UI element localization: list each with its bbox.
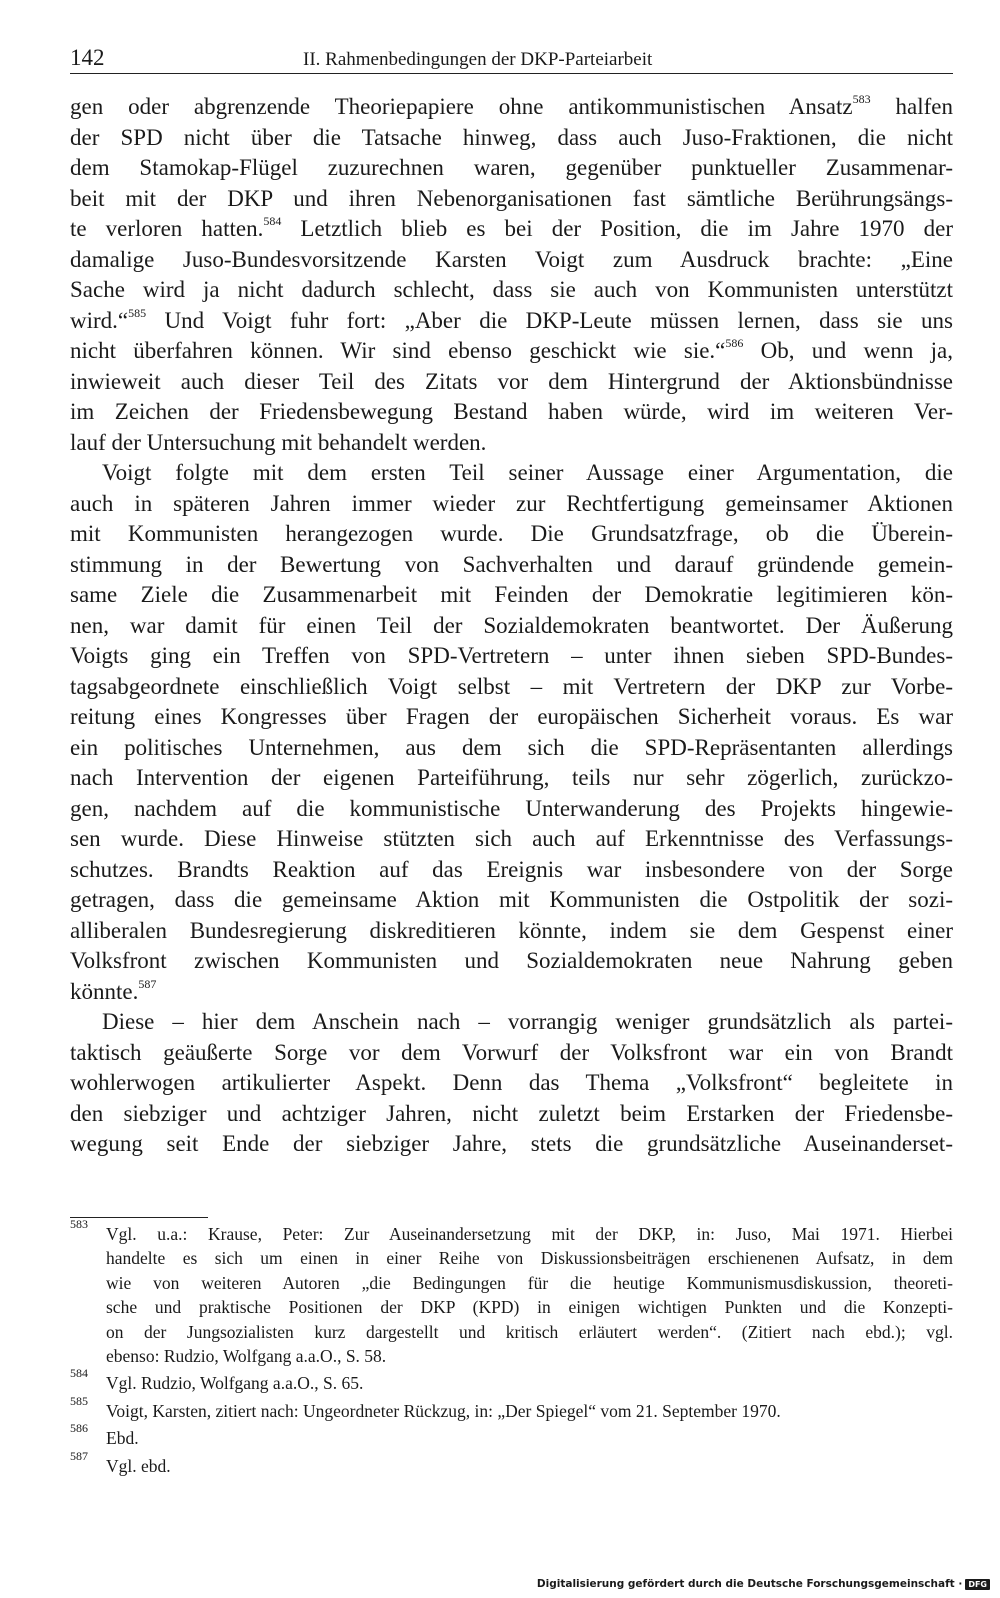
body-line [70, 824, 953, 855]
footnote-text: ebenso: Rudzio, Wolfgang a.a.O., S. 58. [106, 1345, 387, 1366]
line-text: nen, war damit für einen Teil der Sozialdemokraten beantwortet. Der Äußerung [70, 612, 953, 638]
body-line [70, 519, 953, 550]
line-text: sen wurde. Diese Hinweise stützten sich auch auf Erkenntnisse des Verfassungs- [70, 826, 953, 851]
line-text: taktisch geäußerte Sorge vor dem Vorwurf der Volksfront war ein von Brandt [70, 1039, 953, 1065]
footnote-text: sche und praktische Positionen der DKP (KPD) in einigen wichtigen Punkten und die Konzepti- [106, 1297, 953, 1318]
footnote-number: 585 [70, 1393, 88, 1408]
footnote-line [70, 1271, 953, 1295]
body-line [70, 458, 953, 489]
body-line [70, 275, 953, 306]
line-text: schutzes. Brandts Reaktion auf das Ereignis war insbesondere von der Sorge [70, 856, 953, 882]
line-text: lauf der Untersuchung mit behandelt werden. [70, 429, 487, 455]
footer [537, 1578, 990, 1590]
line-text: Und Voigt fuhr fort: „Aber die DKP-Leute müssen lernen, dass sie uns [146, 307, 953, 333]
line-text: Ob, und wenn ja, [743, 338, 953, 363]
line-text: reitung eines Kongresses über Fragen der europäischen Sicherheit voraus. Es war [70, 704, 953, 729]
line-text: te verloren hatten. [70, 216, 264, 241]
body-line [70, 1007, 953, 1038]
footnote-text: Ebd. [106, 1428, 139, 1449]
footnote-line [70, 1295, 953, 1319]
header-rule [70, 73, 953, 74]
body-text [70, 92, 953, 1160]
body-line [70, 123, 953, 154]
line-text: dem Stamokap-Flügel zuzurechnen waren, gegenüber punktueller Zusammenar- [70, 155, 953, 180]
line-text: beit mit der DKP und ihren Nebenorganisationen fast sämtliche Berührungsängs- [70, 185, 953, 211]
footnote-rule [70, 1217, 208, 1218]
line-text: Letztlich blieb es bei der Position, die im Jahre 1970 der [281, 216, 954, 241]
line-text: Voigt folgte mit dem ersten Teil seiner Aussage einer Argumentation, die [102, 460, 953, 485]
line-text: nach Intervention der eigenen Parteiführung, teils nur sehr zögerlich, zurückzo- [70, 765, 953, 790]
footnote-ref: 584 [263, 214, 282, 228]
line-text: wird.“ [70, 307, 129, 333]
footnote-ref: 583 [852, 92, 871, 106]
footnote-line [70, 1393, 953, 1423]
body-line [70, 214, 953, 245]
line-text: ein politisches Unternehmen, aus dem sich die SPD-Repräsentanten allerdings [70, 734, 953, 760]
line-text: Diese – hier dem Anschein nach – vorrangig weniger grundsätzlich als partei- [102, 1009, 953, 1034]
footnote-ref: 585 [128, 305, 147, 320]
footnote-text: handelte es sich um einen in einer Reihe von Diskussionsbeiträgen erschienenen Aufsatz, in dem [106, 1248, 953, 1269]
body-line [70, 1068, 953, 1099]
footnote-number: 587 [70, 1448, 88, 1463]
line-text: auch in späteren Jahren immer wieder zur Rechtfertigung gemeinsamer Aktionen [70, 490, 953, 516]
line-text: gen oder abgrenzende Theoriepapiere ohne antikommunistischen Ansatz [70, 94, 853, 119]
footnote-number: 584 [70, 1366, 88, 1381]
footnote-line [70, 1217, 953, 1246]
line-text: alliberalen Bundesregierung diskreditieren könnte, indem sie dem Gespenst einer [70, 917, 953, 943]
footnote-number: 586 [70, 1421, 88, 1436]
line-text: halfen [870, 94, 953, 119]
body-line [70, 1129, 953, 1160]
footnote-ref: 586 [725, 336, 744, 350]
line-text: wohlerwogen artikulierter Aspekt. Denn das Thema „Volksfront“ begleitete in [70, 1070, 953, 1095]
line-text: im Zeichen der Friedensbewegung Bestand haben würde, wird im weiteren Ver- [70, 399, 953, 424]
body-line [70, 580, 953, 611]
body-line [70, 763, 953, 794]
footnote-line [70, 1246, 953, 1270]
footnote-line [70, 1320, 953, 1344]
footnote-text: Vgl. ebd. [106, 1455, 171, 1476]
footnote-line [70, 1421, 953, 1450]
line-text: Sache wird ja nicht dadurch schlecht, dass sie auch von Kommunisten unterstützt [70, 277, 953, 302]
body-line [70, 336, 953, 367]
running-title: II. Rahmenbedingungen der DKP-Parteiarbeit [303, 49, 653, 70]
body-line [70, 153, 953, 184]
footnote-number: 583 [70, 1217, 88, 1231]
line-text: stimmung in der Bewertung von Sachverhalten und darauf gründende gemein- [70, 551, 953, 577]
body-line [70, 702, 953, 733]
footnote-text: wie von weiteren Autoren „die Bedingungen für die heutige Kommunismusdiskussion, theoreti- [106, 1272, 953, 1293]
body-line [70, 245, 953, 276]
body-line [70, 916, 953, 947]
body-line [70, 306, 953, 337]
footnotes [70, 1217, 953, 1478]
body-line [70, 672, 953, 703]
body-line [70, 855, 953, 886]
body-line [70, 733, 953, 764]
line-text: inwieweit auch dieser Teil des Zitats vor dem Hintergrund der Aktionsbündnisse [70, 368, 953, 394]
line-text: gen, nachdem auf die kommunistische Unterwanderung des Projekts hingewie- [70, 795, 953, 821]
line-text: der SPD nicht über die Tatsache hinweg, dass auch Juso-Fraktionen, die nicht [70, 124, 953, 150]
line-text: damalige Juso-Bundesvorsitzende Karsten Voigt zum Ausdruck brachte: „Eine [70, 246, 953, 272]
footnote-line [70, 1366, 953, 1395]
body-line [70, 489, 953, 520]
footnote-line [70, 1448, 953, 1478]
line-text: wegung seit Ende der siebziger Jahre, stets die grundsätzliche Auseinanderset- [70, 1131, 953, 1156]
body-line [70, 428, 953, 459]
body-line [70, 794, 953, 825]
body-line [70, 641, 953, 672]
footnote-text: Voigt, Karsten, zitiert nach: Ungeordneter Rückzug, in: „Der Spiegel“ vom 21. September 1970. [106, 1400, 781, 1421]
footer-text: Digitalisierung gefördert durch die Deutsche Forschungsgemeinschaft · [536, 1578, 963, 1590]
line-text: nicht überfahren können. Wir sind ebenso geschickt wie sie.“ [70, 338, 726, 363]
body-line [70, 885, 953, 916]
body-line [70, 1038, 953, 1069]
footnote-line [70, 1344, 953, 1368]
footnote-text: Vgl. u.a.: Krause, Peter: Zur Auseinandersetzung mit der DKP, in: Juso, Mai 1971. Hierbei [106, 1224, 953, 1244]
body-line [70, 92, 953, 123]
line-text: tagsabgeordnete einschließlich Voigt selbst – mit Vertretern der DKP zur Vorbe- [70, 673, 953, 699]
line-text: den siebziger und achtziger Jahren, nicht zuletzt beim Erstarken der Friedensbe- [70, 1100, 953, 1126]
body-line [70, 367, 953, 398]
line-text: könnte. [70, 978, 139, 1004]
footnote-ref: 587 [138, 976, 157, 991]
line-text: same Ziele die Zusammenarbeit mit Feinden der Demokratie legitimieren kön- [70, 582, 953, 607]
line-text: Volksfront zwischen Kommunisten und Sozialdemokraten neue Nahrung geben [70, 948, 953, 973]
line-text: Voigts ging ein Treffen von SPD-Vertretern – unter ihnen sieben SPD-Bundes- [70, 643, 953, 668]
page-number: 142 [70, 45, 105, 70]
dfg-logo: DFG [965, 1579, 990, 1590]
line-text: getragen, dass die gemeinsame Aktion mit Kommunisten die Ostpolitik der sozi- [70, 887, 953, 912]
body-line [70, 550, 953, 581]
footnote-text: Vgl. Rudzio, Wolfgang a.a.O., S. 65. [106, 1373, 364, 1394]
body-line [70, 1099, 953, 1130]
body-line [70, 977, 953, 1008]
body-line [70, 184, 953, 215]
line-text: mit Kommunisten herangezogen wurde. Die Grundsatzfrage, ob die Überein- [70, 521, 953, 546]
page-header [70, 44, 953, 74]
footnote-text: on der Jungsozialisten kurz dargestellt und kritisch erläutert werden“. (Zitiert nach ebd.); vgl. [106, 1321, 953, 1342]
body-line [70, 946, 953, 977]
body-line [70, 397, 953, 428]
body-line [70, 611, 953, 642]
